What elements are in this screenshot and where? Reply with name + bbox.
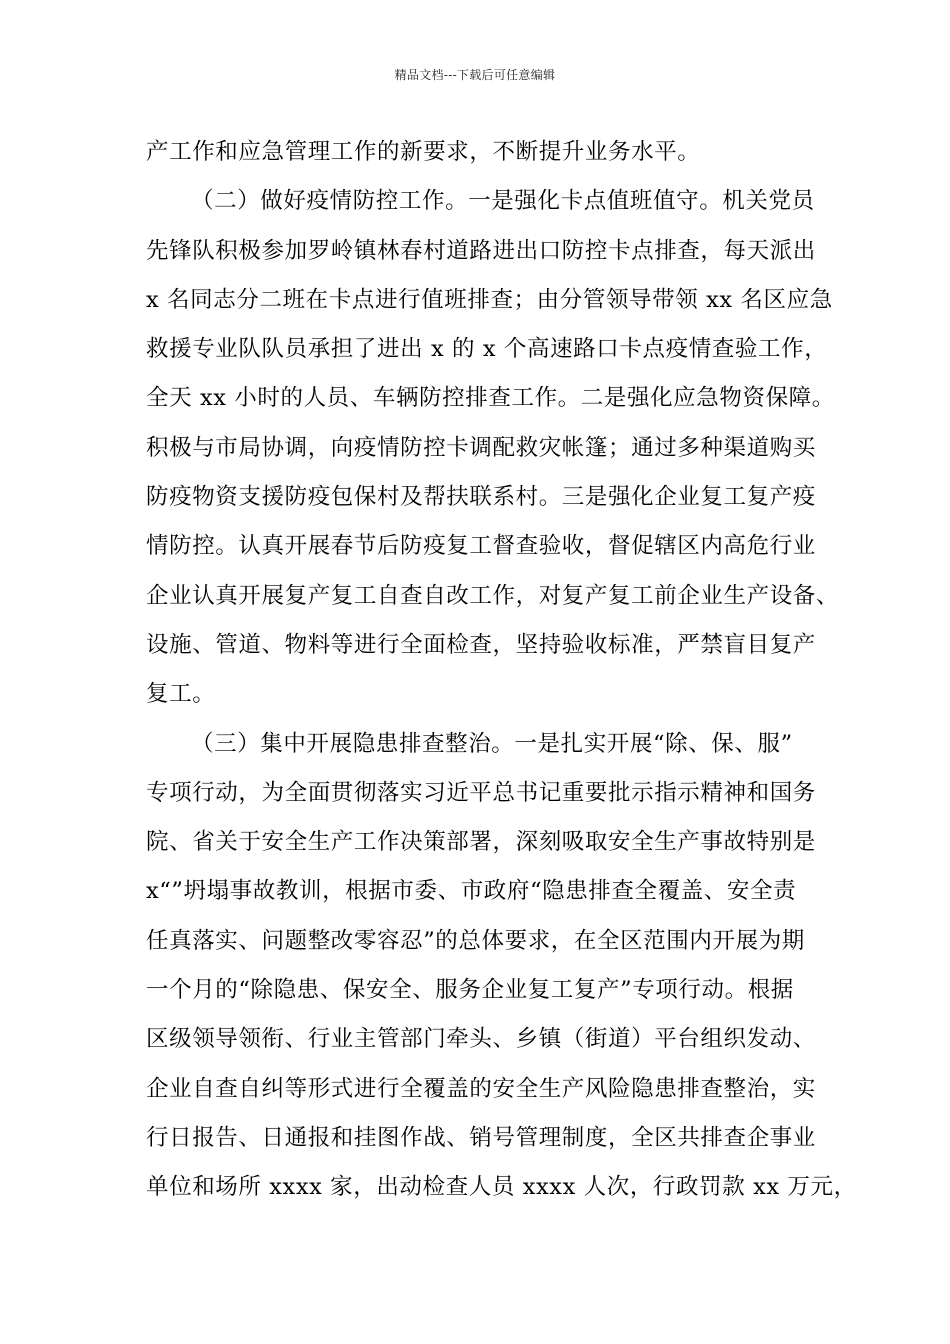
text-line: 一个月的“除隐患、保安全、服务企业复工复产”专项行动。根据: [146, 977, 794, 1004]
paragraph-start-line: （三）集中开展隐患排查整治。一是扎实开展“除、保、服”: [191, 730, 793, 757]
text-line: 行日报告、日通报和挂图作战、销号管理制度，全区共排查企事业: [146, 1124, 816, 1151]
text-line: 单位和场所 xxxx 家，出动检查人员 xxxx 人次，行政罚款 xx 万元，: [146, 1174, 857, 1201]
document-body: [146, 128, 857, 1213]
text-line: x 名同志分二班在卡点进行值班排查；由分管领导带领 xx 名区应急: [146, 286, 833, 313]
text-line: 复工。: [146, 681, 216, 708]
text-line: 区级领导领衔、行业主管部门牵头、乡镇（街道）平台组织发动、: [146, 1026, 816, 1053]
text-line: 防疫物资支援防疫包保村及帮扶联系村。三是强化企业复工复产疫: [146, 484, 816, 511]
text-line: 全天 xx 小时的人员、车辆防控排查工作。二是强化应急物资保障。: [146, 385, 835, 412]
text-line: x“”坍塌事故教训，根据市委、市政府“隐患排查全覆盖、安全责: [146, 878, 797, 905]
text-line: 设施、管道、物料等进行全面检查，坚持验收标准，严禁盲目复产: [146, 631, 816, 658]
text-line: 积极与市局协调，向疫情防控卡调配救灾帐篷；通过多种渠道购买: [146, 434, 816, 461]
paragraph-start-line: （二）做好疫情防控工作。一是强化卡点值班值守。机关党员: [191, 188, 815, 215]
text-line: 任真落实、问题整改零容忍”的总体要求，在全区范围内开展为期: [146, 927, 805, 954]
text-line: 专项行动，为全面贯彻落实习近平总书记重要批示指示精神和国务: [146, 779, 816, 806]
page-header: 精品文档---下载后可任意编辑: [394, 68, 556, 82]
text-line: 产工作和应急管理工作的新要求，不断提升业务水平。: [146, 139, 701, 165]
text-line: 企业认真开展复产复工自查自改工作，对复产复工前企业生产设备、: [146, 582, 840, 609]
text-line: 先锋队积极参加罗岭镇林春村道路进出口防控卡点排查，每天派出: [146, 237, 816, 264]
text-line: 院、省关于安全生产工作决策部署，深刻吸取安全生产事故特别是: [146, 829, 816, 856]
text-line: 情防控。认真开展春节后防疫复工督查验收，督促辖区内高危行业: [146, 533, 816, 560]
text-line: 企业自查自纠等形式进行全覆盖的安全生产风险隐患排查整治，实: [146, 1075, 816, 1102]
text-line: 救援专业队队员承担了进出 x 的 x 个高速路口卡点疫情查验工作，: [146, 336, 828, 363]
